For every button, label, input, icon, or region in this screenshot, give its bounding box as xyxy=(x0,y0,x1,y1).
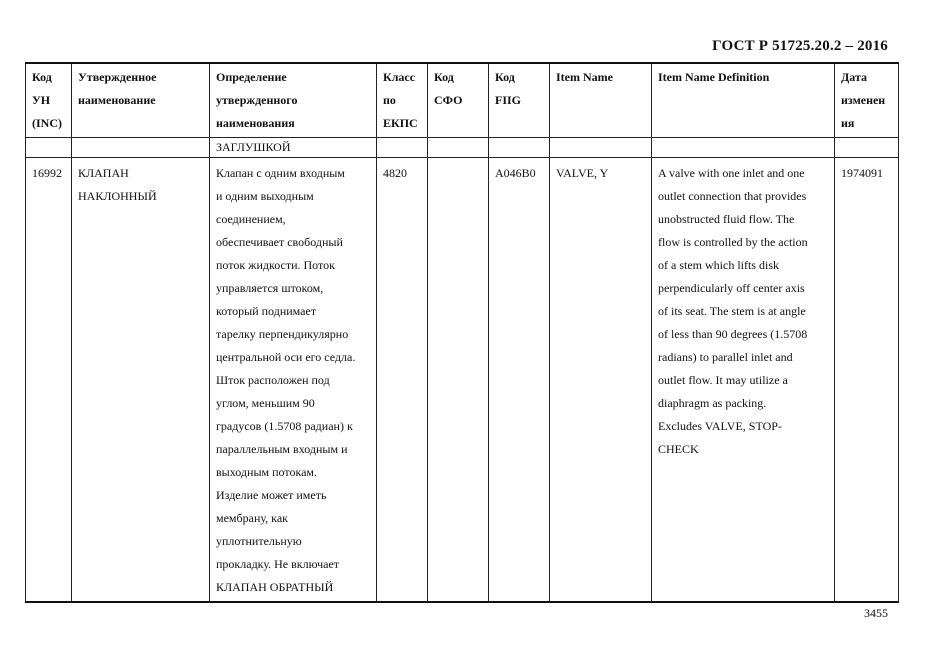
cell-definition: Клапан с одним входным и одним выходным соединением, обеспечивает свободный поток жидкости. Поток управляется штоком, который поднимает тарелку перпендикулярно центральной оси его седла. Шток расположен под углом, меньшим 90 градусов (1.5708 радиан) к параллельным входным и выходным потокам. Изделие может иметь мембрану, как уплотнительную прокладку. Не включает КЛАПАН ОБРАТНЫЙ xyxy=(210,158,377,603)
cell-fiig-code: A046B0 xyxy=(489,158,550,603)
header-fiig-code: Код FIIG xyxy=(489,63,550,138)
continuation-row xyxy=(26,138,899,158)
cell-item-name-definition: A valve with one inlet and one outlet connection that provides unobstructed fluid flow. The flow is controlled by the action of a stem which lifts disk perpendicularly off center axis of its seat. The stem is at angle of less than 90 degrees (1.5708 radians) to parallel inlet and outlet flow. It may utilize a diaphragm as packing. Excludes VALVE, STOP- CHECK xyxy=(652,158,835,603)
header-item-name-definition: Item Name Definition xyxy=(652,63,835,138)
header-ekps-class: Класс по ЕКПС xyxy=(377,63,428,138)
header-date-changed: Дата изменен ия xyxy=(835,63,899,138)
header-definition: Определение утвержденного наименования xyxy=(210,63,377,138)
approved-names-table xyxy=(25,62,899,603)
cell-ekps-class: 4820 xyxy=(377,158,428,603)
page-number: 3455 xyxy=(864,606,888,620)
cont-cell-approved-name xyxy=(72,138,210,158)
cont-cell-inc xyxy=(26,138,72,158)
table-row xyxy=(26,158,899,603)
cell-approved-name: КЛАПАН НАКЛОННЫЙ xyxy=(72,158,210,603)
cont-cell-item-name xyxy=(550,138,652,158)
cont-cell-date-changed xyxy=(835,138,899,158)
cont-cell-sfo-code xyxy=(428,138,489,158)
cell-date-changed: 1974091 xyxy=(835,158,899,603)
table-header-row xyxy=(26,63,899,138)
cont-cell-fiig-code xyxy=(489,138,550,158)
cont-cell-definition: ЗАГЛУШКОЙ xyxy=(210,138,377,158)
cell-sfo-code xyxy=(428,158,489,603)
cont-cell-ekps-class xyxy=(377,138,428,158)
header-item-name: Item Name xyxy=(550,63,652,138)
header-inc: Код УН (INC) xyxy=(26,63,72,138)
header-sfo-code: Код СФО xyxy=(428,63,489,138)
document-header: ГОСТ Р 51725.20.2 – 2016 xyxy=(712,38,888,54)
cont-cell-item-name-definition xyxy=(652,138,835,158)
cell-inc: 16992 xyxy=(26,158,72,603)
header-approved-name: Утвержденное наименование xyxy=(72,63,210,138)
cell-item-name: VALVE, Y xyxy=(550,158,652,603)
